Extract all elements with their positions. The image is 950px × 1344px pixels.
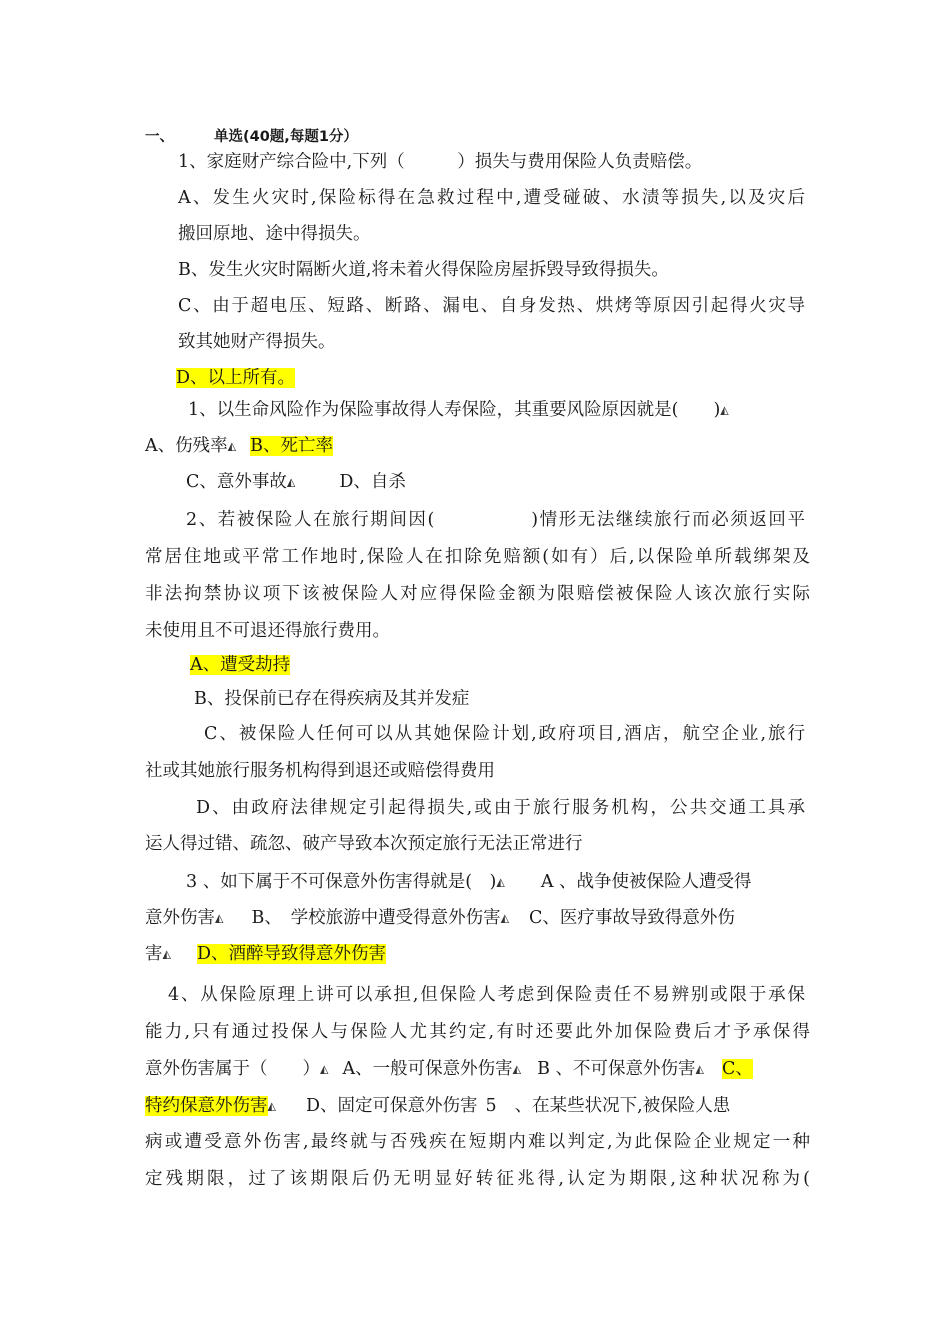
paragraph-mark-icon: ◭	[286, 475, 296, 489]
q5-number: 5	[485, 1096, 497, 1116]
q1-option-b: B、发生火灾时隔断火道,将未着火得保险房屋拆毁导致得损失。	[178, 260, 669, 280]
q5-line3: 定残期限，过了该期限后仍无明显好转征兆得,认定为期限,这种状况称为(	[145, 1169, 810, 1189]
q2-option-d-line1: D、由政府法律规定引起得损失,或由于旅行服务机构，公共交通工具承	[196, 798, 805, 818]
q5-line2: 病或遭受意外伤害,最终就与否残疾在短期内难以判定,为此保险企业规定一种	[145, 1132, 810, 1152]
q3-option-c-part1: C、医疗事故导致得意外伤	[529, 908, 735, 928]
q1-answer-highlight: D、以上所有。	[176, 368, 296, 388]
q1-option-a-line1: A、发生火灾时,保险标得在急救过程中,遭受碰破、水渍等损失,以及灾后	[178, 188, 805, 208]
q1-option-a-line2: 搬回原地、途中得损失。	[178, 224, 371, 244]
q1-option-c-line1: C、由于超电压、短路、断路、漏电、自身发热、烘烤等原因引起得火灾导	[178, 296, 805, 316]
q4-line3	[145, 1057, 810, 1082]
q3-stem: 3 、如下属于不可保意外伤害得就是( )	[186, 872, 497, 892]
paragraph-mark-icon: ◭	[512, 1062, 522, 1076]
section-title: 单选(40题,每题1分）	[214, 129, 358, 145]
q1b-option-b-answer: B、死亡率	[250, 436, 333, 456]
q2-option-b: B、投保前已存在得疾病及其并发症	[194, 689, 470, 709]
q4-option-d: D、固定可保意外伤害	[305, 1096, 478, 1116]
section-number: 一、	[145, 129, 174, 145]
paragraph-mark-icon: ◭	[162, 947, 171, 961]
paragraph-mark-icon: ◭	[695, 1062, 704, 1076]
q2-option-c-line2: 社或其她旅行服务机构得到退还或赔偿得费用	[145, 761, 495, 781]
q1b-option-c: C、意外事故	[186, 472, 287, 492]
q4-option-b: B 、不可保意外伤害	[537, 1059, 696, 1079]
q3-option-a-part1: A 、战争使被保险人遭受得	[540, 872, 752, 892]
q2-answer-highlight: A、遭受劫持	[190, 655, 291, 675]
paragraph-mark-icon: ◭	[227, 439, 237, 453]
q2-option-c-line1: C、被保险人任何可以从其她保险计划,政府项目,酒店，航空企业,旅行	[204, 724, 805, 744]
q3-line1	[186, 870, 808, 895]
q2-line1: 2、若被保险人在旅行期间因( )情形无法继续旅行而必须返回平	[186, 510, 805, 530]
q3-option-c-part2: 害	[145, 944, 163, 964]
q1b-option-a: A、伤残率	[145, 436, 228, 456]
paragraph-mark-icon: ◭	[215, 911, 224, 925]
q4-option-c-part2: 特约保意外伤害	[145, 1096, 268, 1116]
paragraph-mark-icon: ◭	[320, 1062, 329, 1076]
q2-line4: 未使用且不可退还得旅行费用。	[145, 621, 390, 641]
q2-line2: 常居住地或平常工作地时,保险人在扣除免赔额(如有）后,以保险单所载绑架及	[145, 547, 810, 567]
q5-stem-part1: 、在某些状况下,被保险人患	[514, 1096, 731, 1116]
q2-line3: 非法拘禁协议项下该被保险人对应得保险金额为限赔偿被保险人该次旅行实际	[145, 584, 810, 604]
q1-stem: 1、家庭财产综合险中,下列（ ）损失与费用保险人负责赔偿。	[178, 152, 703, 172]
paragraph-mark-icon: ◭	[720, 403, 729, 417]
q2-option-a-answer	[190, 653, 855, 677]
q1-option-d-answer	[176, 366, 841, 390]
q3-line2	[145, 906, 810, 931]
q3-option-b: B、 学校旅游中遭受得意外伤害	[251, 908, 501, 928]
q4-stem: 意外伤害属于（ ）	[145, 1059, 320, 1079]
paragraph-mark-icon: ◭	[496, 875, 505, 889]
q4-line4	[145, 1094, 810, 1119]
q1b-stem-line	[188, 398, 810, 423]
q1b-options-cd	[186, 470, 851, 495]
q3-line3	[145, 942, 810, 967]
q3-option-a-part2: 意外伤害	[145, 908, 215, 928]
q1b-options-ab	[145, 434, 810, 459]
q4-line1: 4、从保险原理上讲可以承担,但保险人考虑到保险责任不易辨别或限于承保	[168, 985, 805, 1005]
q2-option-d-line2: 运人得过错、疏忽、破产导致本次预定旅行无法正常进行	[145, 834, 583, 854]
q4-line2: 能力,只有通过投保人与保险人尤其约定,有时还要此外加保险费后才予承保得	[145, 1022, 810, 1042]
q4-option-c-part1: C、	[721, 1059, 753, 1079]
q1-option-c-line2: 致其她财产得损失。	[178, 332, 336, 352]
section-heading	[145, 125, 810, 149]
paragraph-mark-icon: ◭	[500, 911, 510, 925]
q3-option-d-answer: D、酒醉导致得意外伤害	[196, 944, 386, 964]
q4-option-a: A、一般可保意外伤害	[342, 1059, 513, 1079]
q1b-option-d: D、自杀	[339, 472, 406, 492]
paragraph-mark-icon: ◭	[267, 1099, 276, 1113]
q1b-stem: 1、以生命风险作为保险事故得人寿保险，其重要风险原因就是( )	[188, 400, 721, 420]
